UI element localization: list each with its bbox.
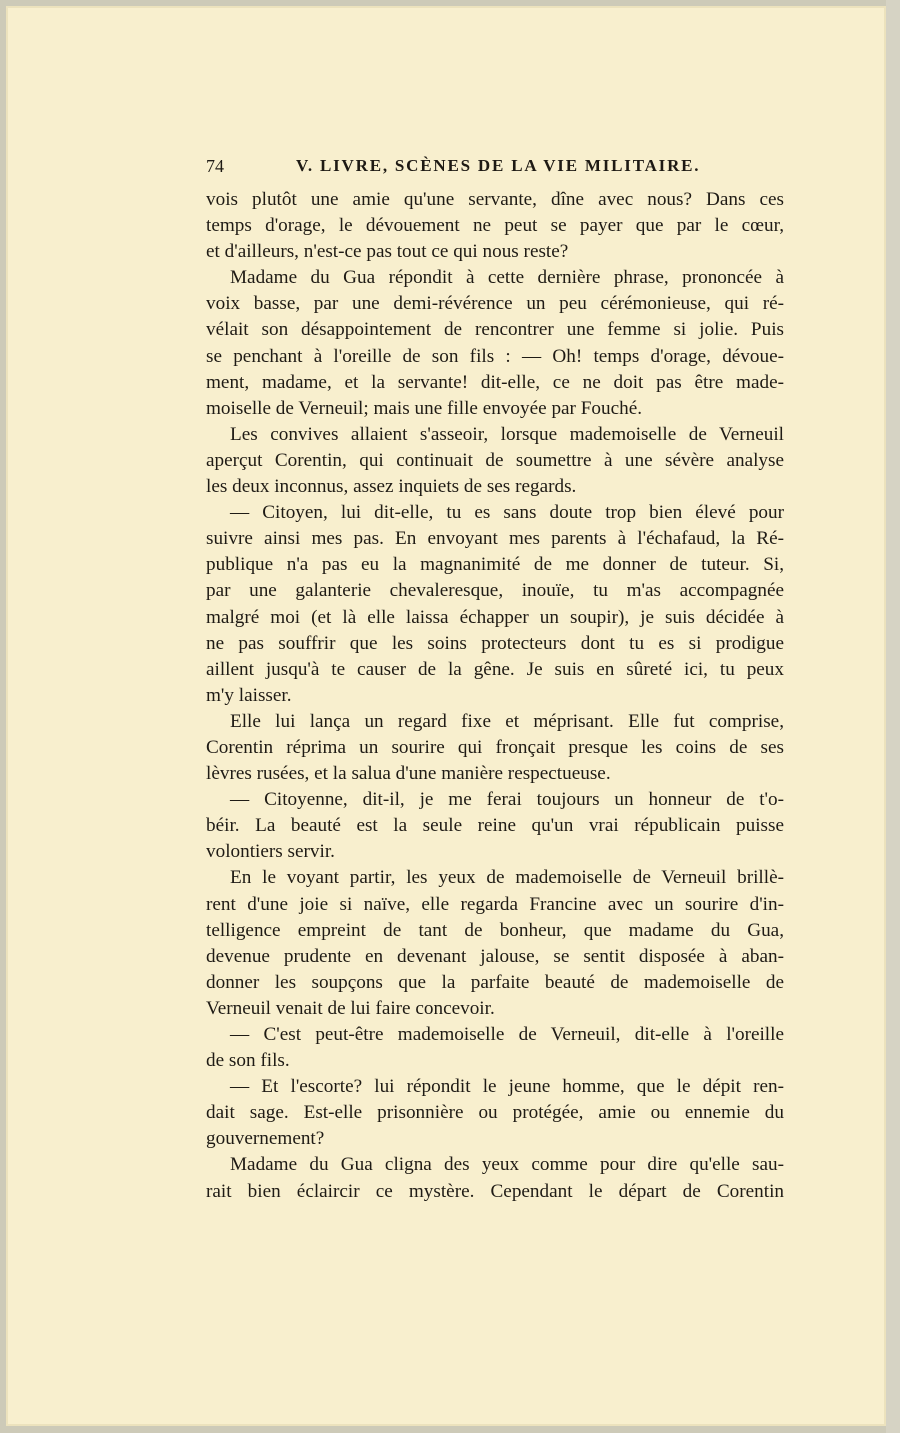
text-line: dait sage. Est-elle prisonnière ou protégée, amie ou ennemie du (206, 1102, 784, 1124)
text-line: Verneuil venait de lui faire concevoir. (206, 997, 495, 1019)
text-line: devenue prudente en devenant jalouse, se sentit disposée à aban- (206, 945, 784, 967)
scan-edge (886, 0, 900, 1433)
text-line: moiselle de Verneuil; mais une fille envoyée par Fouché. (206, 397, 643, 419)
text-line: — C'est peut-être mademoiselle de Verneuil, dit-elle à l'oreille (230, 1024, 784, 1045)
text-line: aperçut Corentin, qui continuait de soumettre à une sévère analyse (206, 449, 784, 471)
text-line: Madame du Gua cligna des yeux comme pour dire qu'elle sau- (230, 1154, 784, 1176)
text-line: — Citoyen, lui dit-elle, tu es sans doute trop bien élevé pour (230, 502, 784, 524)
text-line: gouvernement? (206, 1128, 325, 1150)
text-line: aillent jusqu'à te causer de la gêne. Je suis en sûreté ici, tu peux (206, 658, 784, 680)
text-line: ment, madame, et la servante! dit-elle, ce ne doit pas être made- (206, 371, 784, 393)
body-text (206, 187, 784, 1205)
text-line: se penchant à l'oreille de son fils : — Oh! temps d'orage, dévoue- (206, 345, 784, 367)
text-line: donner les soupçons que la parfaite beauté de mademoiselle de (206, 971, 784, 993)
text-line: rait bien éclaircir ce mystère. Cependant le départ de Corentin (206, 1180, 784, 1202)
text-line: telligence empreint de tant de bonheur, que madame du Gua, (206, 919, 784, 941)
text-line: En le voyant partir, les yeux de mademoiselle de Verneuil brillè- (230, 867, 784, 889)
text-line: — Citoyenne, dit-il, je me ferai toujours un honneur de t'o- (230, 789, 784, 811)
text-line: volontiers servir. (206, 841, 335, 863)
text-line: de son fils. (206, 1050, 290, 1072)
text-line: voix basse, par une demi-révérence un peu cérémonieuse, qui ré- (206, 293, 784, 315)
running-header (206, 156, 784, 182)
text-line: béir. La beauté est la seule reine qu'un vrai républicain puisse (206, 815, 784, 837)
text-line: — Et l'escorte? lui répondit le jeune homme, que le dépit ren- (230, 1076, 784, 1098)
text-line: les deux inconnus, assez inquiets de ses regards. (206, 476, 577, 498)
text-line: Corentin réprima un sourire qui fronçait presque les coins de ses (206, 736, 784, 758)
text-line: rent d'une joie si naïve, elle regarda Francine avec un sourire d'in- (206, 893, 784, 915)
text-line: par une galanterie chevaleresque, inouïe, tu m'as accompagnée (206, 580, 784, 602)
text-line: malgré moi (et là elle laissa échapper un soupir), je suis décidée à (206, 606, 784, 628)
text-line: et d'ailleurs, n'est-ce pas tout ce qui nous reste? (206, 241, 569, 263)
text-line: vélait son désappointement de rencontrer une femme si jolie. Puis (206, 319, 784, 341)
text-line: Les convives allaient s'asseoir, lorsque mademoiselle de Verneuil (230, 423, 784, 445)
text-line: Elle lui lança un regard fixe et méprisant. Elle fut comprise, (230, 710, 784, 732)
text-line: lèvres rusées, et la salua d'une manière respectueuse. (206, 763, 611, 785)
running-title: V. LIVRE, SCÈNES DE LA VIE MILITAIRE. (296, 156, 701, 175)
text-line: Madame du Gua répondit à cette dernière phrase, prononcée à (230, 267, 784, 289)
text-line: ne pas souffrir que les soins protecteurs dont tu es si prodigue (206, 632, 784, 654)
page-number: 74 (206, 156, 224, 176)
text-line: publique n'a pas eu la magnanimité de me donner de tuteur. Si, (206, 554, 784, 576)
text-line: vois plutôt une amie qu'une servante, dîne avec nous? Dans ces (206, 189, 784, 210)
text-line: temps d'orage, le dévouement ne peut se payer que par le cœur, (206, 215, 784, 237)
text-line: m'y laisser. (206, 684, 292, 706)
text-line: suivre ainsi mes pas. En envoyant mes parents à l'échafaud, la Ré- (206, 528, 784, 550)
